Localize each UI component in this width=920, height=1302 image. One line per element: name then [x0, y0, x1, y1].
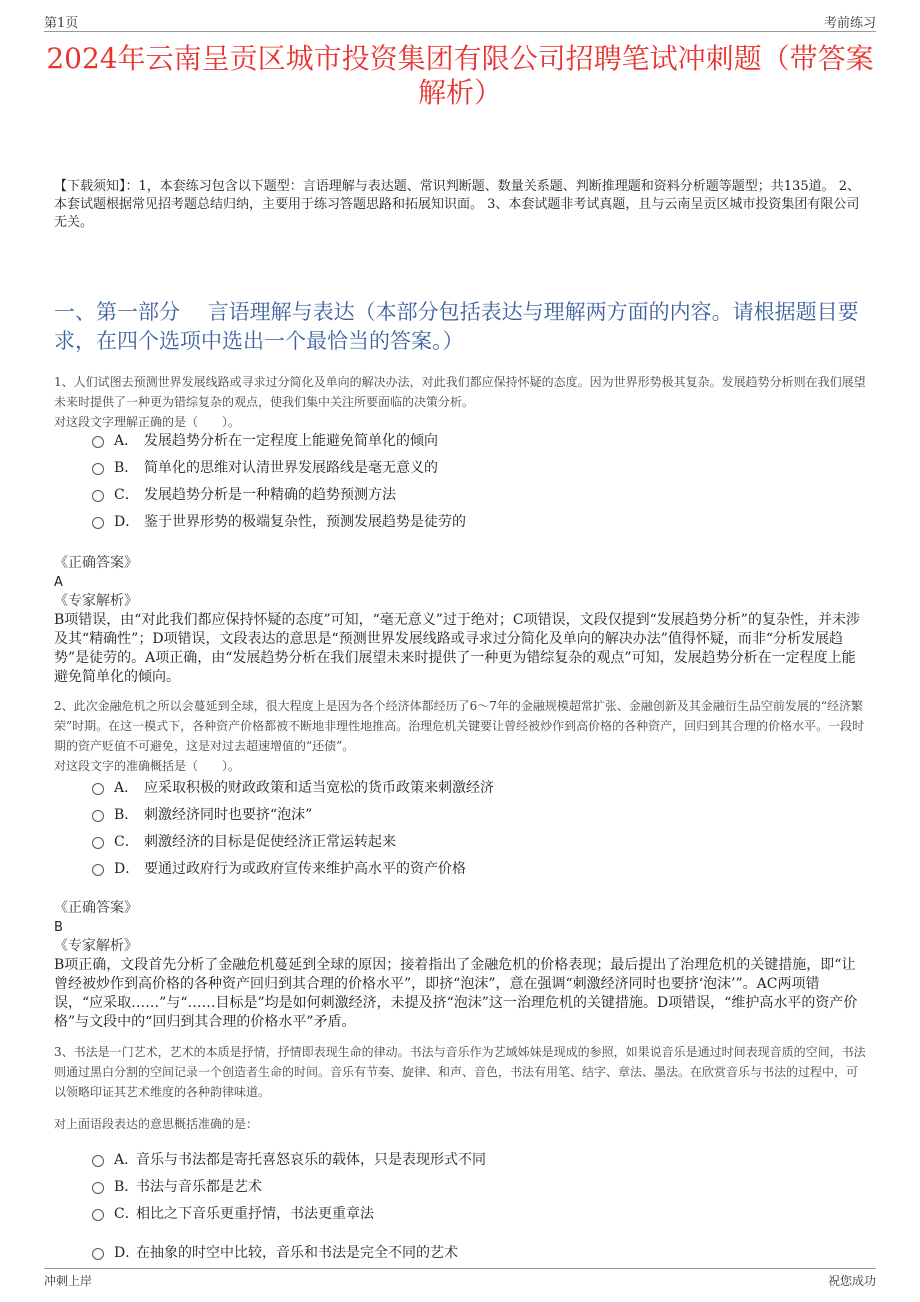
section-heading: 一、第一部分 言语理解与表达（本部分包括表达与理解两方面的内容。请根据题目要求，在四个选项中选出一个最恰当的答案。） [54, 300, 859, 353]
radio-icon[interactable] [92, 490, 104, 502]
expert-analysis: B项错误，由“对此我们都应保持怀疑的态度”可知，“毫无意义”过于绝对；C项错误，文段仅提到“发展趋势分析”的复杂性，并未涉及其“精确性”；D项错误，文段表达的意思是“预测世界发展线路或寻求过分简化及单向的解决办法”值得怀疑，而非“分析发展趋势”是徒劳的。A项正确，由“发展趋势分析在我们展望未来时提供了一种更为错综复杂的观点”可知，发展趋势分析在一定程度上能避免简单化的倾向。 [54, 612, 860, 685]
radio-icon[interactable] [92, 436, 104, 448]
answer-block-q1 [54, 554, 868, 687]
header-tag: 考前练习 [823, 16, 876, 31]
answer-label: 《正确答案》 [54, 900, 138, 916]
question-stem: 对这段文字理解正确的是（ ）。 [54, 415, 241, 429]
option-letter: D． [114, 1244, 140, 1261]
expert-analysis: B项正确，文段首先分析了金融危机蔓延到全球的原因；接着指出了金融危机的价格表现；最后提出了治理危机的关键措施，即“让曾经被炒作到高价格的各种资产回归到其合理的价格水平”，即挤“泡沫”，意在强调“刺激经济同时也要挤‘泡沫’”。AC两项错误，“应采取……”与“……目标是”均是如何刺激经济，未提及挤“泡沫”这一治理危机的关键措施。D项错误，“维护高水平的资产价格”与文段中的“回归到其合理的价格水平”矛盾。 [54, 957, 858, 1030]
option-b[interactable] [92, 1172, 792, 1199]
footer-left: 冲刺上岸 [44, 1274, 93, 1288]
option-letter: C． [114, 1205, 139, 1222]
radio-icon[interactable] [92, 810, 104, 822]
question-text: 3、书法是一门艺术，艺术的本质是抒情，抒情即表现生命的律动。书法与音乐作为艺域姊妹是现成的参照，如果说音乐是通过时间表现音质的空间，书法则通过黑白分割的空间记录一个创造者生命的时间。音乐有节奏、旋律、和声、音色，书法有用笔、结字、章法、墨法。在欣赏音乐与书法的过程中，可以领略印证其艺术维度的各种韵律味道。 [54, 1045, 866, 1099]
option-text: 音乐与书法都是寄托喜怒哀乐的载体，只是表现形式不同 [136, 1151, 486, 1168]
option-letter: A． [114, 1151, 139, 1168]
option-letter: B． [114, 1178, 139, 1195]
analysis-label: 《专家解析》 [54, 593, 138, 609]
question-text: 2、此次金融危机之所以会蔓延到全球，很大程度上是因为各个经济体都经历了6～7年的金融规模超常扩张、金融创新及其金融衍生品空前发展的“经济繁荣”时期。在这一模式下，各种资产价格都被不断地非理性地推高。治理危机关键要让曾经被炒作到高价格的各种资产，回归到其合理的价格水平。一段时期的资产贬值不可避免，这是对过去超速增值的“还债”。 [54, 699, 865, 753]
radio-icon[interactable] [92, 1209, 104, 1221]
option-letter: C． [114, 833, 139, 850]
option-letter: A． [114, 432, 139, 449]
option-d[interactable] [92, 854, 792, 881]
document-title: 2024年云南呈贡区城市投资集团有限公司招聘笔试冲刺题（带答案解析） [46, 42, 874, 109]
question-stem: 对上面语段表达的意思概括准确的是： [54, 1117, 259, 1131]
options-q1 [92, 426, 792, 534]
option-letter: D． [114, 860, 140, 877]
question-1 [54, 372, 868, 432]
question-stem: 对这段文字的准确概括是（ ）。 [54, 759, 241, 773]
radio-icon[interactable] [92, 837, 104, 849]
option-letter: A． [114, 779, 139, 796]
radio-icon[interactable] [92, 783, 104, 795]
option-text: 发展趋势分析是一种精确的趋势预测方法 [144, 486, 396, 503]
option-text: 应采取积极的财政政策和适当宽松的货币政策来刺激经济 [144, 779, 494, 796]
answer-block-q2 [54, 899, 868, 1032]
question-text: 1、人们试图去预测世界发展线路或寻求过分简化及单向的解决办法，对此我们都应保持怀疑的态度。因为世界形势极其复杂。发展趋势分析则在我们展望未来时提供了一种更为错综复杂的观点，使我们集中关注所要面临的决策分析。 [54, 375, 866, 409]
option-letter: B． [114, 806, 139, 823]
option-a[interactable] [92, 426, 792, 453]
question-2 [54, 696, 868, 776]
option-text: 发展趋势分析在一定程度上能避免简单化的倾向 [144, 432, 438, 449]
option-letter: C． [114, 486, 139, 503]
correct-answer: B [54, 920, 63, 935]
header-divider [44, 31, 876, 32]
option-b[interactable] [92, 800, 792, 827]
page-number: 第1页 [44, 16, 79, 31]
option-d[interactable] [92, 507, 792, 534]
footer-divider [44, 1268, 876, 1269]
radio-icon[interactable] [92, 517, 104, 529]
footer-right: 祝您成功 [827, 1274, 876, 1288]
option-c[interactable] [92, 1199, 792, 1226]
option-text: 刺激经济同时也要挤“泡沫” [144, 806, 313, 823]
option-a[interactable] [92, 1145, 792, 1172]
option-b[interactable] [92, 453, 792, 480]
option-text: 书法与音乐都是艺术 [136, 1178, 262, 1195]
option-c[interactable] [92, 827, 792, 854]
option-text: 在抽象的时空中比较，音乐和书法是完全不同的艺术 [136, 1244, 458, 1261]
option-d[interactable] [92, 1238, 792, 1265]
answer-label: 《正确答案》 [54, 555, 138, 571]
radio-icon[interactable] [92, 864, 104, 876]
radio-icon[interactable] [92, 463, 104, 475]
option-text: 要通过政府行为或政府宣传来维护高水平的资产价格 [144, 860, 466, 877]
radio-icon[interactable] [92, 1182, 104, 1194]
option-text: 相比之下音乐更重抒情，书法更重章法 [136, 1205, 374, 1222]
question-3 [54, 1042, 868, 1134]
radio-icon[interactable] [92, 1248, 104, 1260]
option-letter: D． [114, 513, 140, 530]
analysis-label: 《专家解析》 [54, 938, 138, 954]
options-q3 [92, 1145, 792, 1265]
radio-icon[interactable] [92, 1155, 104, 1167]
correct-answer: A [54, 575, 63, 590]
option-a[interactable] [92, 773, 792, 800]
option-c[interactable] [92, 480, 792, 507]
options-q2 [92, 773, 792, 881]
option-text: 简单化的思维对认清世界发展路线是毫无意义的 [144, 459, 438, 476]
option-text: 刺激经济的目标是促使经济正常运转起来 [144, 833, 396, 850]
download-notice: 【下载须知】：1，本套练习包含以下题型：言语理解与表达题、常识判断题、数量关系题、判断推理题和资料分析题等题型；共135道。 2、本套试题根据常见招考题总结归纳，主要用于练习答题思路和拓展知识面。 3、本套试题非考试真题，且与云南呈贡区城市投资集团有限公司无关。 [54, 179, 860, 230]
option-letter: B． [114, 459, 139, 476]
option-text: 鉴于世界形势的极端复杂性，预测发展趋势是徒劳的 [144, 513, 466, 530]
